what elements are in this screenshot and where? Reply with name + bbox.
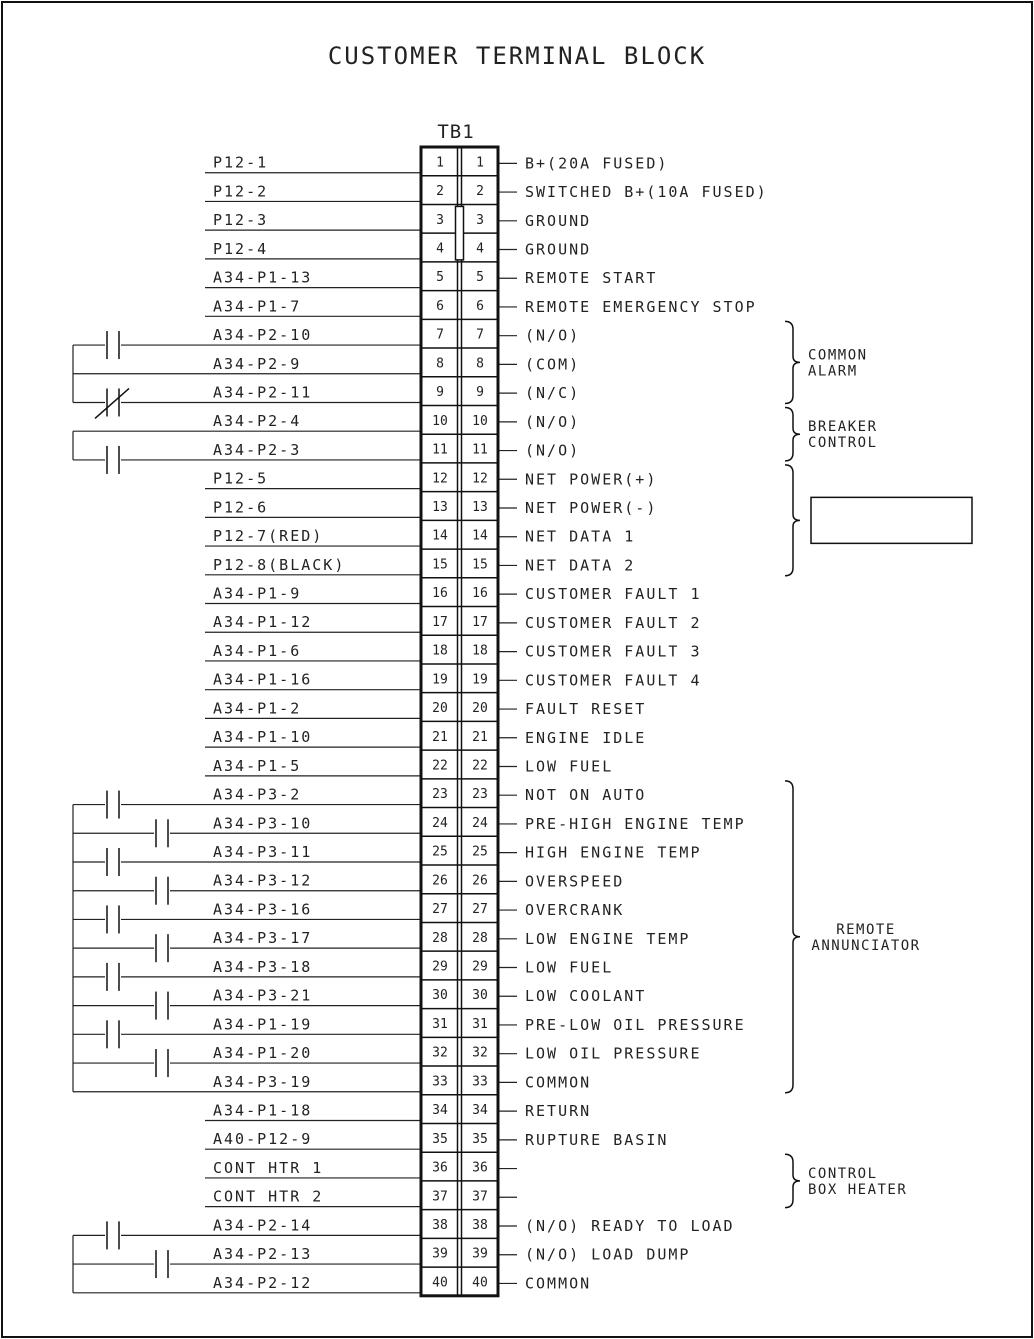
terminal-number-left: 30 xyxy=(432,988,448,1004)
normally-open-contact xyxy=(105,331,121,359)
group-label: CONTROL xyxy=(808,435,878,452)
terminal-function-label: NET DATA 2 xyxy=(525,556,636,575)
terminal-number-left: 28 xyxy=(432,930,448,946)
group-label: BREAKER xyxy=(808,419,878,436)
terminal-function-label: (N/O) READY TO LOAD xyxy=(525,1217,735,1235)
terminal-number-left: 19 xyxy=(432,672,448,688)
terminal-function-label: NET POWER(+) xyxy=(525,470,658,489)
terminal-number-left: 23 xyxy=(432,787,448,803)
terminal-number-right: 31 xyxy=(472,1016,488,1032)
terminal-row xyxy=(73,958,613,977)
terminal-function-label: (COM) xyxy=(525,355,581,374)
wire-label: A34-P3-12 xyxy=(213,871,313,890)
terminal-number-left: 27 xyxy=(432,902,448,918)
normally-open-contact xyxy=(105,1221,121,1249)
terminal-function-label: LOW ENGINE TEMP xyxy=(525,929,691,948)
blank-label-box xyxy=(811,497,972,543)
terminal-number-left: 22 xyxy=(432,758,448,774)
terminal-function-label: LOW OIL PRESSURE xyxy=(525,1044,702,1063)
normally-open-contact xyxy=(154,819,170,847)
wire-label: CONT HTR 2 xyxy=(213,1187,324,1206)
terminal-row xyxy=(205,642,702,661)
group-label: COMMON xyxy=(808,347,868,364)
terminal-function-label: CUSTOMER FAULT 2 xyxy=(525,613,702,632)
terminal-row xyxy=(205,182,768,201)
wire-label: A34-P2-13 xyxy=(213,1245,313,1264)
terminal-number-left: 16 xyxy=(432,586,448,602)
terminal-number-right: 32 xyxy=(472,1045,488,1061)
wire-label: A34-P1-13 xyxy=(213,268,313,287)
terminal-function-label: (N/C) xyxy=(525,384,581,403)
wire-label: A34-P2-9 xyxy=(213,354,302,373)
contact-symbols xyxy=(73,331,170,1293)
group-remote-annunciator xyxy=(785,781,921,1093)
terminal-row xyxy=(205,1130,668,1149)
wire-label: A34-P1-16 xyxy=(213,670,313,689)
terminal-function-label: (N/O) xyxy=(525,412,581,431)
page-border xyxy=(2,2,1032,1337)
terminal-number-left: 6 xyxy=(436,298,444,314)
terminal-row xyxy=(73,326,580,345)
wire-label: A34-P1-10 xyxy=(213,728,313,747)
terminal-number-right: 12 xyxy=(472,471,488,487)
block-label: TB1 xyxy=(437,121,475,143)
terminal-row xyxy=(205,1188,517,1207)
terminal-number-left: 15 xyxy=(432,557,448,573)
terminal-function-label: (N/O) xyxy=(525,326,581,345)
wire-label: A34-P1-2 xyxy=(213,699,302,718)
wire-label: A34-P1-12 xyxy=(213,613,313,632)
terminal-number-right: 35 xyxy=(472,1131,488,1147)
wire-label: A34-P1-9 xyxy=(213,584,302,603)
terminal-function-label: HIGH ENGINE TEMP xyxy=(525,843,702,862)
terminal-number-right: 7 xyxy=(476,327,484,343)
wire-label: A34-P3-19 xyxy=(213,1072,313,1091)
wire-label: A34-P1-20 xyxy=(213,1044,313,1063)
terminal-function-label: GROUND xyxy=(525,240,592,259)
terminal-number-left: 34 xyxy=(432,1103,448,1119)
curly-bracket xyxy=(785,1154,800,1207)
diagram-title: CUSTOMER TERMINAL BLOCK xyxy=(327,42,707,70)
terminal-number-left: 39 xyxy=(432,1246,448,1262)
terminal-function-label: OVERCRANK xyxy=(525,901,625,920)
terminal-number-left: 38 xyxy=(432,1218,448,1233)
terminal-number-right: 18 xyxy=(472,643,488,659)
terminal-row xyxy=(73,355,580,374)
terminal-function-label: OVERSPEED xyxy=(525,872,625,891)
terminal-number-right: 29 xyxy=(472,959,488,975)
terminal-function-label: NET DATA 1 xyxy=(525,527,636,546)
terminal-number-left: 2 xyxy=(436,184,444,200)
terminal-row xyxy=(205,1101,591,1120)
terminal-number-left: 14 xyxy=(432,528,448,544)
wire-label: A34-P3-2 xyxy=(213,785,302,804)
terminal-function-label: RUPTURE BASIN xyxy=(525,1130,669,1149)
terminal-number-right: 40 xyxy=(472,1275,488,1291)
wire-label: P12-6 xyxy=(213,498,269,517)
terminal-number-left: 37 xyxy=(432,1189,448,1205)
normally-closed-contact xyxy=(95,388,129,418)
wire-label: P12-4 xyxy=(213,239,269,258)
terminal-number-left: 10 xyxy=(432,413,448,429)
terminal-number-left: 17 xyxy=(432,614,448,630)
terminal-number-right: 4 xyxy=(476,241,484,257)
terminal-number-right: 3 xyxy=(476,212,484,228)
terminal-number-left: 26 xyxy=(432,873,448,889)
wire-label: A40-P12-9 xyxy=(213,1130,313,1149)
terminal-number-right: 16 xyxy=(472,586,488,602)
terminal-number-left: 36 xyxy=(432,1160,448,1176)
wire-label: A34-P2-4 xyxy=(213,412,302,431)
terminal-number-right: 5 xyxy=(476,270,484,286)
terminal-function-label: COMMON xyxy=(525,1274,592,1293)
curly-bracket xyxy=(785,465,800,576)
terminal-row xyxy=(73,1073,591,1092)
terminal-row xyxy=(205,269,657,288)
wire-label: A34-P2-11 xyxy=(213,383,313,402)
group-label: BOX HEATER xyxy=(808,1181,908,1198)
terminal-function-label: (N/O) xyxy=(525,441,581,460)
terminal-function-label: LOW COOLANT xyxy=(525,987,647,1006)
wire-label: P12-2 xyxy=(213,182,269,201)
wire-label: A34-P2-10 xyxy=(213,326,313,345)
terminal-function-label: LOW FUEL xyxy=(525,757,614,776)
terminal-row xyxy=(73,786,646,805)
terminal-function-label: FAULT RESET xyxy=(525,700,647,719)
terminal-number-right: 6 xyxy=(476,298,484,314)
terminal-number-left: 3 xyxy=(436,212,444,228)
terminal-number-right: 26 xyxy=(472,873,488,889)
terminal-row xyxy=(205,728,646,747)
terminal-function-label: B+(20A FUSED) xyxy=(525,154,669,173)
terminal-row xyxy=(73,1015,746,1034)
curly-bracket xyxy=(785,781,800,1093)
normally-open-contact xyxy=(105,848,121,876)
wire-label: A34-P3-21 xyxy=(213,986,313,1005)
terminal-number-left: 32 xyxy=(432,1045,448,1061)
terminal-number-left: 11 xyxy=(432,442,448,458)
terminal-number-right: 22 xyxy=(472,758,488,774)
terminal-number-right: 17 xyxy=(472,614,488,630)
contact-slash xyxy=(95,388,129,418)
normally-open-contact xyxy=(105,446,121,474)
terminal-number-right: 28 xyxy=(472,930,488,946)
terminal-number-right: 13 xyxy=(472,500,488,515)
terminal-number-right: 15 xyxy=(472,557,488,573)
terminal-row xyxy=(205,470,657,489)
terminal-function-label: SWITCHED B+(10A FUSED) xyxy=(525,183,768,202)
terminal-number-left: 8 xyxy=(436,356,444,372)
terminal-function-label: PRE-LOW OIL PRESSURE xyxy=(525,1015,746,1034)
wire-label: P12-7(RED) xyxy=(213,527,324,546)
group-control-box-heater xyxy=(785,1154,907,1207)
terminal-number-right: 38 xyxy=(472,1218,488,1233)
terminal-row xyxy=(205,154,668,173)
terminal-number-right: 25 xyxy=(472,844,488,860)
wire-label: A34-P3-16 xyxy=(213,900,313,919)
terminal-function-label: CUSTOMER FAULT 3 xyxy=(525,642,702,661)
terminal-row xyxy=(73,814,746,833)
wire-label: A34-P3-11 xyxy=(213,843,313,861)
terminal-number-left: 25 xyxy=(432,844,448,860)
terminal-function-label: NET POWER(-) xyxy=(525,499,658,517)
terminal-number-left: 35 xyxy=(432,1131,448,1147)
terminal-number-right: 19 xyxy=(472,672,488,688)
wire-label: A34-P1-5 xyxy=(213,756,302,775)
normally-open-contact xyxy=(154,1250,170,1278)
terminal-row xyxy=(205,240,591,259)
group-label: ANNUNCIATOR xyxy=(811,937,921,954)
normally-open-contact xyxy=(154,992,170,1020)
terminal-number-right: 36 xyxy=(472,1160,488,1176)
terminal-number-right: 34 xyxy=(472,1103,488,1119)
terminal-number-left: 5 xyxy=(436,270,444,286)
terminal-number-left: 7 xyxy=(436,327,444,343)
wire-label: A34-P3-10 xyxy=(213,814,313,833)
terminal-function-label: ENGINE IDLE xyxy=(525,728,647,747)
group-network xyxy=(785,465,972,576)
terminal-number-right: 14 xyxy=(472,528,488,544)
terminal-number-left: 9 xyxy=(436,385,444,401)
terminal-number-right: 10 xyxy=(472,413,488,429)
terminal-row xyxy=(205,613,702,632)
wire-label: A34-P2-14 xyxy=(213,1216,313,1235)
curly-bracket xyxy=(785,321,800,403)
terminal-row xyxy=(205,757,613,776)
terminal-row xyxy=(205,211,591,230)
wire-label: P12-8(BLACK) xyxy=(213,555,346,574)
wire-label: CONT HTR 1 xyxy=(213,1158,324,1177)
group-common-alarm xyxy=(785,321,868,403)
terminal-number-right: 37 xyxy=(472,1189,488,1205)
terminal-row xyxy=(205,671,702,690)
terminal-function-label: COMMON xyxy=(525,1073,592,1092)
terminal-row xyxy=(73,1274,591,1293)
terminal-function-label: REMOTE START xyxy=(525,269,658,288)
terminal-number-right: 23 xyxy=(472,787,488,803)
group-label: CONTROL xyxy=(808,1165,878,1182)
wire-label: A34-P2-3 xyxy=(213,440,302,459)
normally-open-contact xyxy=(154,877,170,905)
wire-label: P12-5 xyxy=(213,469,269,488)
wire-label: A34-P3-18 xyxy=(213,957,313,976)
terminal-number-left: 24 xyxy=(432,815,448,831)
wire-label: A34-P1-19 xyxy=(213,1015,313,1034)
terminal-row xyxy=(205,585,702,604)
wire-label: A34-P1-18 xyxy=(213,1101,313,1120)
terminal-number-left: 1 xyxy=(436,155,444,171)
group-brackets xyxy=(785,321,972,1207)
terminal-row xyxy=(73,412,580,431)
normally-open-contact xyxy=(105,905,121,933)
terminal-row xyxy=(73,1216,735,1235)
terminal-number-right: 9 xyxy=(476,385,484,401)
terminal-number-left: 31 xyxy=(432,1016,448,1032)
wire-label: P12-1 xyxy=(213,153,269,172)
terminal-block xyxy=(421,147,498,1296)
terminal-row xyxy=(73,383,580,402)
terminal-row xyxy=(205,297,757,316)
terminal-function-label: GROUND xyxy=(525,211,592,230)
terminal-function-label: PRE-HIGH ENGINE TEMP xyxy=(525,814,746,833)
terminal-function-label: CUSTOMER FAULT 4 xyxy=(525,671,702,690)
terminal-function-label: REMOTE EMERGENCY STOP xyxy=(525,297,757,316)
terminal-row xyxy=(205,699,646,718)
terminal-number-left: 13 xyxy=(432,500,448,515)
terminal-number-left: 40 xyxy=(432,1275,448,1291)
wire-label: A34-P2-12 xyxy=(213,1273,313,1292)
terminal-number-right: 39 xyxy=(472,1246,488,1262)
terminal-number-left: 4 xyxy=(436,241,444,257)
wire-label: P12-3 xyxy=(213,211,269,230)
terminal-number-right: 27 xyxy=(472,902,488,918)
curly-bracket xyxy=(785,407,800,460)
terminal-number-left: 20 xyxy=(432,701,448,717)
terminal-row xyxy=(205,498,657,517)
terminal-function-label: CUSTOMER FAULT 1 xyxy=(525,585,702,604)
normally-open-contact xyxy=(105,1020,121,1048)
terminal-number-right: 11 xyxy=(472,442,488,458)
terminal-function-label: RETURN xyxy=(525,1102,592,1121)
terminal-number-right: 21 xyxy=(472,729,488,745)
terminal-number-left: 21 xyxy=(432,729,448,745)
terminal-number-right: 2 xyxy=(476,184,484,200)
terminal-number-left: 12 xyxy=(432,471,448,487)
terminal-number-left: 18 xyxy=(432,643,448,659)
terminal-number-right: 33 xyxy=(472,1074,488,1090)
terminal-number-right: 24 xyxy=(472,815,488,831)
wire-label: A34-P1-7 xyxy=(213,297,302,316)
terminal-number-left: 33 xyxy=(432,1074,448,1090)
terminal-function-label: LOW FUEL xyxy=(525,958,614,977)
terminal-number-right: 30 xyxy=(472,988,488,1004)
group-breaker-control xyxy=(785,407,878,460)
terminal-number-right: 1 xyxy=(476,155,484,171)
terminal-number-right: 8 xyxy=(476,356,484,372)
normally-open-contact xyxy=(154,1049,170,1077)
wire-label: A34-P3-17 xyxy=(213,929,313,948)
terminal-function-label: NOT ON AUTO xyxy=(525,786,647,805)
normally-open-contact xyxy=(105,963,121,991)
group-label: ALARM xyxy=(808,363,858,380)
terminal-function-label: (N/O) LOAD DUMP xyxy=(525,1245,691,1264)
ground-jumper xyxy=(456,206,464,259)
normally-open-contact xyxy=(105,791,121,819)
terminal-number-left: 29 xyxy=(432,959,448,975)
terminal-number-right: 20 xyxy=(472,701,488,717)
terminal-row xyxy=(205,1159,517,1178)
normally-open-contact xyxy=(154,934,170,962)
wire-label: A34-P1-6 xyxy=(213,641,302,660)
terminal-row xyxy=(73,441,580,460)
group-label: REMOTE xyxy=(836,921,896,938)
